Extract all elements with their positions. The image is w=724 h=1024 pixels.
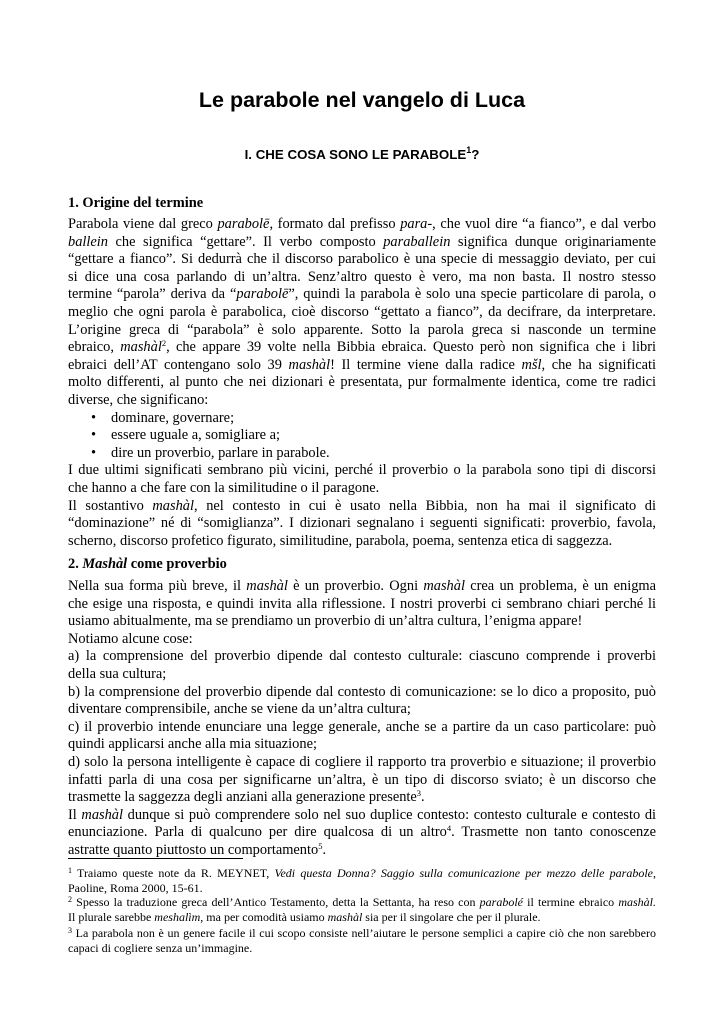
footnotes <box>68 866 656 956</box>
text-line: meglio che ogni parola è parabolica, cioè discorso “gettato a fianco”, da decifrare, da interpretare. <box>68 303 656 320</box>
chapter-heading-text: I. CHE COSA SONO LE PARABOLE <box>244 147 467 162</box>
list-item-text: dire un proverbio, parlare in parabole. <box>111 444 330 461</box>
footnote-ref-1: 1 <box>466 145 472 155</box>
text-line: “gettare a fianco”. Si dedurrà che il discorso parabolico è una specie di messaggio deviato, per cui <box>68 251 656 268</box>
text-line: diventare comprensibile, anche se viene da un’altra cultura; <box>68 701 411 718</box>
text-line: infatti parla di una cosa per significarne un’altra, è un tipo di discorso sviato; è un discorso che <box>68 771 656 788</box>
section-heading-origine: 1. Origine del termine <box>68 195 204 211</box>
text-line: $^2$ Spesso la traduzione greca dell’Antico Testamento, detta la Settanta, ha reso con parabolé il termine ebraico mashàl. <box>68 895 656 910</box>
italic-term: meshalìm <box>154 909 201 924</box>
chapter-heading-end: ? <box>471 147 480 162</box>
text-line: enunciazione. Parla di qualcuno per dire qualcosa di un altro$^4$. Trasmette non tanto conoscenze <box>68 823 656 841</box>
bullet-icon: • <box>91 444 97 461</box>
italic-term: mashàl <box>423 578 465 594</box>
footnote-ref: 5 <box>318 840 323 851</box>
section-heading-text: come proverbio <box>127 556 227 572</box>
text-line: che esige una risposta, e quindi invita alla riflessione. I nostri proverbi ci sembrano chiari perché li <box>68 595 656 612</box>
text-line: ebraici dell’AT contengano solo 39 mashàl! Il termine viene dalla radice mšl, che ha significati <box>68 356 657 373</box>
paragraph-last <box>68 842 656 860</box>
section-body-mashal <box>68 578 656 860</box>
text-line: che hanno a che fare con la similitudine o il paragone. <box>68 479 380 496</box>
paragraph <box>68 216 656 322</box>
list-item-text: essere uguale a, somigliare a; <box>111 427 281 444</box>
footnote-2 <box>68 895 656 910</box>
italic-term: para- <box>400 216 433 232</box>
footnote-text: Paoline, Roma 2000, 15-61. <box>68 880 203 895</box>
text-line: trasmette la saggezza degli anziani alla generazione presente$^3$. <box>68 788 425 806</box>
text-line: ballein che significa “gettare”. Il verbo composto paraballein significa dunque originariamente <box>68 233 656 250</box>
text-line: Nella sua forma più breve, il mashàl è un proverbio. Ogni mashàl crea un problema, è un enigma <box>68 578 657 594</box>
text-line: Il sostantivo mashàl, nel contesto in cui è usato nella Bibbia, non ha mai il significato di <box>68 497 656 514</box>
list-item <box>68 427 656 445</box>
text-line: Notiamo alcune cose: <box>68 630 193 647</box>
italic-term: Vedi questa Donna? Saggio sulla comunicazione per mezzo delle parabole <box>274 866 653 880</box>
footnote-ref: 3 <box>68 926 72 936</box>
text-line: L’origine greca di “parabola” è solo apparente. Sotto la parola greca si nasconde un termine <box>68 321 656 338</box>
document-title: Le parabole nel vangelo di Luca <box>198 88 526 112</box>
italic-term: ballein <box>68 233 108 250</box>
footnote-ref: 1 <box>68 866 72 875</box>
italic-term: paraballein <box>383 233 451 250</box>
section-number: 2. <box>68 556 83 572</box>
list-item <box>68 445 656 463</box>
footnote-1 <box>68 866 656 881</box>
italic-term: parabolē <box>236 286 289 303</box>
text-line: “dominazione” né di “somiglianza”. I dizionari segnalano i seguenti significati: proverbio, favola, <box>68 515 656 532</box>
text-line: Parabola viene dal greco parabolē, formato dal prefisso para-, che vuol dire “a fianco”, e dal verbo <box>68 216 656 232</box>
paragraph <box>68 322 656 392</box>
italic-term: parabolē <box>217 216 270 232</box>
footnote-ref: 2 <box>68 895 72 905</box>
italic-term: mashàl <box>246 578 288 594</box>
footnote-3 <box>68 926 656 941</box>
point-a <box>68 648 656 666</box>
text-line: usiamo abitualmente, ma se prendiamo un proverbio di un’altra cultura, l’enigma appare! <box>68 613 583 630</box>
paragraph <box>68 578 656 613</box>
italic-term: mashàl <box>120 339 162 356</box>
paragraph <box>68 498 656 533</box>
section-heading-mashal <box>68 555 656 573</box>
footnote-text: capaci di cogliere senza un’immagine. <box>68 940 253 955</box>
text-line: I due ultimi significati sembrano più vicini, perché il proverbio o la parabola sono tipi di discorsi <box>68 462 656 479</box>
document-page <box>68 0 656 1024</box>
point-b <box>68 684 656 702</box>
point-d-last <box>68 789 656 807</box>
text-line: quindi applicarsi anche alla mia situazione; <box>68 736 317 753</box>
point-c <box>68 719 656 737</box>
text-line: diverse, che significano: <box>68 391 209 408</box>
italic-term: mashàl <box>152 497 194 514</box>
text-line: scherno, discorso profetico figurato, similitudine, parabola, poema, sentenza etica di saggezza. <box>68 532 613 549</box>
italic-term: mashàl <box>288 356 331 373</box>
footnote-2-last <box>68 910 656 925</box>
text-line: Il mashàl dunque si può comprendere solo nel suo duplice contesto: contesto culturale e contesto di <box>68 806 657 823</box>
italic-term: mashàl. <box>618 895 656 910</box>
text-line: della sua cultura; <box>68 665 167 682</box>
list-item-text: dominare, governare; <box>111 409 235 426</box>
text-line: ebraico, mashàl$^2$, che appare 39 volte nella Bibbia ebraica. Questo però non significa che i libri <box>68 338 657 356</box>
list-item <box>68 410 656 428</box>
text-line: si dice una cosa parlando di un’altra. Senz’altro questo è vero, ma non basta. Il nostro stesso <box>68 268 656 285</box>
footnote-divider <box>68 858 243 859</box>
italic-term: parabolé <box>479 895 524 910</box>
text-line: Il plurale sarebbe meshalìm, ma per comodità usiamo mashàl sia per il singolare che per il plurale. <box>68 909 541 924</box>
text-line: termine “parola” deriva da “parabolē”, quindi la parabola è solo una specie particolare di parola, o <box>68 286 656 303</box>
text-line: b) la comprensione del proverbio dipende dal contesto di comunicazione: se lo dico a proposito, può <box>68 683 656 700</box>
text-line: molto differenti, al punto che nei dizionari è presentata, pur formalmente identica, come tre radici <box>68 374 656 391</box>
section-body-origine <box>68 216 656 550</box>
text-line: $^1$ Traiamo queste note da R. MEYNET, Vedi questa Donna? Saggio sulla comunicazione per mezzo delle parabole, <box>68 866 656 880</box>
italic-term: mšl <box>521 356 542 373</box>
text-line: a) la comprensione del proverbio dipende dal contesto culturale: ciascuno comprende i proverbi <box>68 648 656 665</box>
bullet-icon: • <box>91 427 97 444</box>
text-line: $^3$ La parabola non è un genere facile il cui scopo consiste nell’aiutare le persone semplici a capire ciò che non sarebbero <box>68 926 656 941</box>
bullet-icon: • <box>91 409 97 426</box>
section-heading-italic: Mashàl <box>82 556 128 572</box>
footnote-ref: 4 <box>446 823 452 834</box>
point-d <box>68 754 656 789</box>
footnote-ref: 2 <box>161 338 167 349</box>
footnote-ref: 3 <box>416 788 422 799</box>
text-line: c) il proverbio intende enunciare una legge generale, anche se a partire da un caso particolare: può <box>68 718 656 735</box>
italic-term: mashàl <box>81 806 123 823</box>
bullet-list <box>68 410 656 463</box>
paragraph <box>68 807 656 842</box>
chapter-heading <box>68 146 656 164</box>
paragraph <box>68 462 656 480</box>
text-line: astratte quanto piuttosto un comportamento$^5$. <box>68 840 327 858</box>
text-line: d) solo la persona intelligente è capace di cogliere il rapporto tra proverbio e situazione; il proverbio <box>68 753 656 770</box>
italic-term: mashàl <box>327 909 363 924</box>
